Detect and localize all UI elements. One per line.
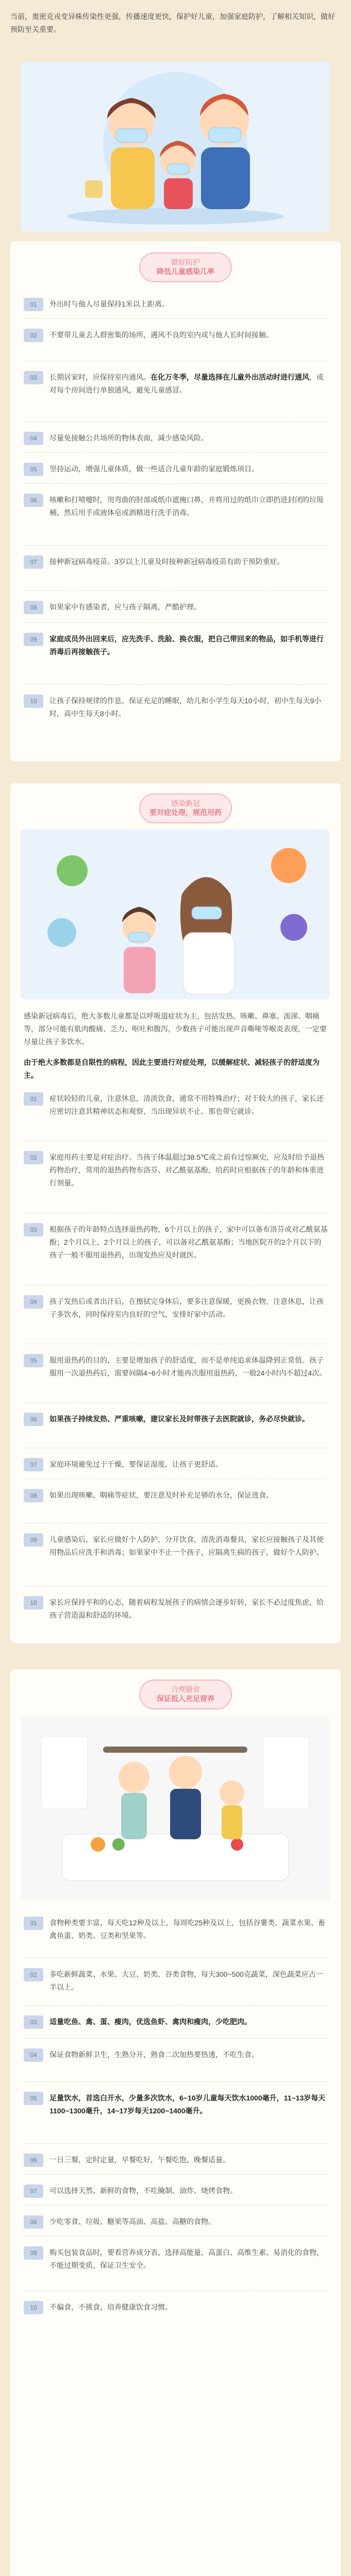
item-number: 09: [24, 2246, 43, 2260]
item-text-part: 长期居家时，应保持室内通风。: [49, 373, 151, 381]
list-item: [24, 633, 328, 658]
item-text: 服用退热药的目的，主要是增加孩子的舒适度，而不是单纯追求体温降到正常值。孩子服用一次退热药后，需要间隔4~6小时才能再次服用退热药，一般24小时内不超过4次。: [49, 1356, 327, 1378]
item-number: 07: [24, 1458, 43, 1471]
divider: [24, 1402, 328, 1403]
item-number: 06: [24, 1413, 43, 1426]
list-item: [24, 1917, 328, 1942]
item-text: 孩子发热后或者出汗后，在擦拭完身体后，要多注意保暖，更换衣物，注意休息，让孩子多饮水，同时保持室内良好的空气，安排好家中活动。: [49, 1297, 324, 1319]
intro-text: 当前，奥密克戎变异株传染性更强，传播速度更快，保护好儿童，加强家庭防护，了解相关知识，做好预防至关重要。: [10, 12, 335, 34]
divider: [24, 318, 328, 319]
list-item: [24, 1533, 328, 1559]
item-number: 04: [24, 2048, 43, 2062]
item-text: 食物种类要丰富，每天吃12种及以上，每周吃25种及以上，包括谷薯类、蔬菜水果、畜禽鱼蛋、奶类、豆类和坚果等。: [49, 1919, 326, 1940]
highlight-paragraph: 由于绝大多数都是自限性的病程，因此主要进行对症处理，以缓解症状、减轻孩子的舒适度为主。: [24, 1058, 320, 1080]
item-text: 症状较轻的儿童，注意休息，清淡饮食，通常不用特殊治疗；对于较大的孩子，家长还应密切注意其精神状态和观察，当出现异状不止、那也带它就诊。: [49, 1094, 324, 1116]
list-item: [24, 2184, 328, 2198]
list-item: [24, 2301, 328, 2314]
item-text: 不要带儿童去人群密集的场所，遇风不良的室内或与他人长时间接触。: [49, 331, 273, 339]
item-number: 03: [24, 371, 43, 384]
list-item: [24, 432, 328, 445]
badge-line1: 感染新冠: [171, 799, 200, 807]
item-text: 可以选择天然、新鲜的食物，不吃腌制、油炸、烧烤食物。: [49, 2187, 237, 2195]
list-item: [24, 494, 328, 519]
item-text: 足量饮水，首选白开水，少量多次饮水，6~10岁儿童每天饮水1000毫升，11~13岁每天1100~1300毫升，14~17岁每天1200~1400毫升。: [49, 2094, 326, 2115]
item-text: 家长应保持平和的心态，随着病程发展孩子的病情会逐步好转，家长不必过度焦虑，给孩子营造温和舒适的环境。: [49, 1598, 324, 1620]
item-number: 04: [24, 1295, 43, 1309]
divider: [24, 2205, 328, 2206]
item-number: 02: [24, 1151, 43, 1164]
item-number: 10: [24, 694, 43, 708]
section-prevention: [10, 241, 341, 761]
item-number: 07: [24, 2184, 43, 2198]
divider: [24, 483, 328, 484]
item-text: 尽量免接触公共场所的物体表面，减少感染风险。: [49, 434, 208, 442]
divider: [24, 2038, 328, 2039]
item-number: 09: [24, 1533, 43, 1547]
item-number: 02: [24, 1968, 43, 1981]
list-item: [24, 2246, 328, 2272]
divider: [24, 2081, 328, 2082]
item-number: 09: [24, 633, 43, 646]
item-text-emphasis: 在化万冬季，尽量选择在儿童外出活动时进行通风: [151, 373, 309, 381]
badge-line1: 做好防护: [171, 258, 200, 266]
badge-line1: 合理膳食: [171, 1685, 200, 1693]
item-number: 08: [24, 601, 43, 614]
item-number: 04: [24, 432, 43, 445]
section-title-badge: [139, 793, 232, 823]
item-text: 多吃新鲜蔬菜、水果、大豆、奶类、谷类食物，每天300~500克蔬菜，深色蔬菜应占一半以上。: [49, 1970, 323, 1992]
item-number: 03: [24, 1223, 43, 1236]
item-text: 家庭成员外出回来后，应先洗手、洗脸、换衣服，把自己带回来的物品，如手机等进行消毒后再接触孩子。: [49, 635, 324, 656]
list-item: [24, 1968, 328, 1994]
item-text: 如果出现咳嗽、咽痛等症状，要注意及时补充足够的水分，保证进食。: [49, 1491, 273, 1499]
item-text: 儿童感染后，家长应做好个人防护，分开饮食，清洗消毒餐具，家长应接触孩子及其使用物品后应洗手和消毒；如果家中不止一个孩子，应隔离生病的孩子，做好个人防护。: [49, 1535, 324, 1557]
divider: [24, 452, 328, 453]
item-number: 08: [24, 2215, 43, 2229]
list-item: [24, 1413, 328, 1426]
intro-paragraph: 感染新冠病毒后，绝大多数儿童都是以呼吸道症状为主，包括发热、咳嗽、鼻塞、流涕、咽痛等，部分可能有肌肉酸痛、乏力、呕吐和腹泻，少数孩子可能出现声音嘶哑等喉炎表现，一定要尽量让孩子多饮水。: [24, 1012, 327, 1046]
item-text: 保证食物新鲜卫生，生熟分开，熟食二次加热要热透，不吃生食。: [49, 2050, 259, 2059]
doctor-child-illustration: [21, 829, 330, 999]
list-item: [24, 1295, 328, 1321]
list-item: [24, 2215, 328, 2229]
list-item: [24, 2092, 328, 2117]
family-cooking-illustration: [21, 1716, 330, 1901]
item-text: 少吃零食、垃圾、糖果等高油、高盐、高糖的食物。: [49, 2217, 215, 2226]
item-text: 一日三餐，定时定量，早餐吃好，午餐吃饱，晚餐适量。: [49, 2156, 230, 2164]
item-text: 如果家中有感染者，应与孩子隔离，严酷护理。: [49, 603, 201, 611]
item-text: 适量吃鱼、禽、蛋、瘦肉，优选鱼虾、禽肉和瘦肉，少吃肥肉。: [49, 2018, 252, 2026]
section-nutrition: [10, 1669, 341, 2576]
item-number: 03: [24, 2015, 43, 2029]
list-item: [24, 555, 328, 569]
list-item: [24, 1151, 328, 1190]
badge-line2: 保证抵入充足营养: [157, 1694, 214, 1703]
divider: [24, 545, 328, 546]
divider: [24, 622, 328, 623]
item-text: 外出时与他人尽量保持1米以上距离。: [49, 300, 169, 308]
list-item: [24, 371, 328, 397]
item-text: [49, 371, 328, 397]
item-number: 05: [24, 463, 43, 476]
item-text-part: ，或对每个房间进行单独通风，避免儿童感冒。: [49, 373, 324, 395]
item-text: 购买包装食品时，要看营养成分表，选择高能量、高蛋白、高维生素、易消化的食物，不能过期变质，保证卫生安全。: [49, 2248, 324, 2270]
section-title-badge: [139, 252, 232, 282]
item-number: 01: [24, 1917, 43, 1930]
item-number: 06: [24, 2154, 43, 2167]
badge-line2: 降低儿童感染几率: [157, 267, 214, 276]
list-item: [24, 298, 328, 311]
divider: [24, 590, 328, 591]
divider: [24, 2143, 328, 2144]
item-number: 06: [24, 494, 43, 507]
list-item: [24, 1092, 328, 1118]
item-text: 家庭用药主要是对症治疗。当孩子体温超过38.5℃或之前有过惊厥史，应及时给予退热药物治疗，常用的退热药物布洛芬、对乙酰氨基酚，给药时应根据孩子的年龄和体重进行剂量。: [49, 1153, 324, 1188]
item-text: 不偏食，不挑食，培养健康饮食习惯。: [49, 2303, 172, 2311]
divider: [24, 684, 328, 685]
list-item: [24, 329, 328, 342]
list-item: [24, 1354, 328, 1380]
item-number: 07: [24, 555, 43, 569]
badge-line2: 要对症处理，规范用药: [149, 808, 222, 817]
list-item: [24, 1458, 328, 1471]
item-number: 05: [24, 2092, 43, 2105]
list-item: [24, 1489, 328, 1502]
item-number: 05: [24, 1354, 43, 1367]
item-number: 01: [24, 298, 43, 311]
item-text: 根据孩子的年龄特点选择退热药物，6个月以上的孩子，家中可以备布洛芬或对乙酰氨基酚；2个月以上，2个月以上的孩子，可以备对乙酰氨基酚；当地医院开的2个月以下的孩子一般不服用退热药，出现发热应及时就医。: [49, 1225, 328, 1260]
item-number: 10: [24, 1596, 43, 1609]
list-item: [24, 463, 328, 476]
item-number: 10: [24, 2301, 43, 2314]
list-item: [24, 1223, 328, 1262]
item-number: 08: [24, 1489, 43, 1502]
list-item: [24, 694, 328, 720]
item-text: 让孩子保持规律的作息，保证充足的睡眠，幼儿和小学生每天10小时，初中生每天9小时，高中生每天8小时。: [49, 697, 322, 718]
item-text: 如果孩子持续发热、严重咳嗽，建议家长及时带孩子去医院就诊，务必尽快就诊。: [49, 1415, 309, 1423]
item-text: 接种新冠病毒疫苗。3岁以上儿童及时接种新冠病毒疫苗有助于预防重症。: [49, 557, 285, 566]
divider: [24, 2005, 328, 2006]
divider: [24, 421, 328, 422]
item-text: 家庭环境避免过于干燥，要保证湿度，让孩子更舒适。: [49, 1460, 223, 1468]
item-text: 坚持运动，增强儿童体质，做一些适合儿童年龄的家庭锻炼项目。: [49, 465, 259, 473]
section-title-badge: [139, 1680, 232, 1709]
item-number: 02: [24, 329, 43, 342]
section-treatment: [10, 783, 341, 1643]
list-item: [24, 601, 328, 614]
family-masks-illustration: [21, 62, 330, 232]
divider: [24, 2174, 328, 2175]
list-item: [24, 2048, 328, 2062]
list-item: [24, 2015, 328, 2029]
item-number: 01: [24, 1092, 43, 1106]
list-item: [24, 1596, 328, 1622]
list-item: [24, 2154, 328, 2167]
item-text: 咳嗽和打喷嚏时，用弯曲的肘部或纸巾遮掩口鼻，并将用过的纸巾立即扔进封闭的垃圾桶，然后用手或液体皂或酒精进行洗手消毒。: [49, 496, 324, 517]
